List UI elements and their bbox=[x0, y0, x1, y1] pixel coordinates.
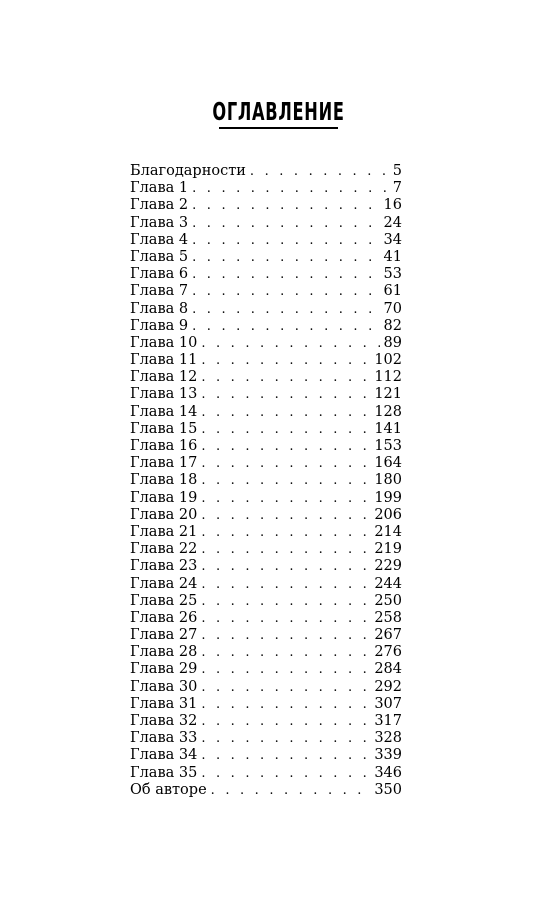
toc-entry bbox=[130, 558, 402, 575]
toc-entry-page-number: 267 bbox=[374, 627, 402, 644]
toc-entry-page-number: 199 bbox=[374, 489, 402, 506]
toc-entry bbox=[130, 421, 402, 438]
toc-entry-label: Благодарности bbox=[130, 163, 246, 179]
dot-leader bbox=[201, 472, 370, 489]
table-of-contents bbox=[130, 163, 402, 799]
toc-entry bbox=[130, 661, 402, 678]
dot-leader bbox=[201, 455, 370, 472]
dot-leader bbox=[201, 730, 370, 747]
toc-entry-page-number: 121 bbox=[374, 386, 402, 403]
toc-entry bbox=[130, 352, 402, 369]
title-underline bbox=[219, 127, 338, 129]
toc-entry-label: Глава 13 bbox=[130, 386, 198, 403]
toc-entry-label: Глава 9 bbox=[130, 317, 189, 334]
toc-entry-label: Глава 7 bbox=[130, 283, 189, 300]
toc-entry-label: Глава 33 bbox=[130, 730, 198, 747]
toc-entry-label: Глава 24 bbox=[130, 575, 198, 592]
toc-entry-page-number: 164 bbox=[374, 455, 402, 472]
toc-entry-label: Глава 6 bbox=[130, 266, 189, 283]
toc-entry-page-number: 53 bbox=[383, 266, 402, 283]
toc-entry-label: Глава 29 bbox=[130, 661, 198, 678]
toc-entry-page-number: 292 bbox=[374, 678, 402, 695]
toc-entry bbox=[130, 215, 402, 232]
dot-leader bbox=[192, 301, 379, 318]
toc-entry-page-number: 339 bbox=[374, 747, 402, 764]
dot-leader bbox=[192, 180, 389, 197]
dot-leader bbox=[201, 576, 370, 593]
toc-entry-label: Об авторе bbox=[130, 781, 207, 798]
toc-entry-label: Глава 32 bbox=[130, 713, 198, 729]
toc-entry-page-number: 250 bbox=[374, 592, 402, 609]
toc-entry-label: Глава 20 bbox=[130, 506, 198, 523]
toc-entry bbox=[130, 472, 402, 489]
dot-leader bbox=[201, 747, 370, 764]
dot-leader bbox=[201, 679, 370, 696]
toc-entry bbox=[130, 610, 402, 627]
toc-entry-label: Глава 35 bbox=[130, 764, 198, 781]
dot-leader bbox=[201, 541, 370, 558]
toc-entry-page-number: 244 bbox=[374, 575, 402, 592]
toc-entry bbox=[130, 679, 402, 696]
toc-entry-label: Глава 3 bbox=[130, 214, 189, 231]
toc-entry bbox=[130, 524, 402, 541]
toc-entry-page-number: 61 bbox=[383, 283, 402, 300]
toc-entry-page-number: 350 bbox=[374, 781, 402, 798]
toc-entry bbox=[130, 163, 402, 180]
toc-entry-label: Глава 25 bbox=[130, 592, 198, 609]
toc-entry-page-number: 214 bbox=[374, 523, 402, 540]
toc-entry-label: Глава 2 bbox=[130, 197, 189, 214]
dot-leader bbox=[201, 627, 370, 644]
toc-entry bbox=[130, 455, 402, 472]
toc-entry-page-number: 24 bbox=[383, 214, 402, 231]
toc-entry bbox=[130, 627, 402, 644]
toc-entry-label: Глава 27 bbox=[130, 627, 198, 644]
toc-entry-label: Глава 23 bbox=[130, 558, 198, 575]
toc-entry-page-number: 219 bbox=[374, 541, 402, 558]
toc-entry-page-number: 102 bbox=[374, 352, 402, 369]
toc-entry-page-number: 229 bbox=[374, 558, 402, 575]
toc-entry-label: Глава 11 bbox=[130, 352, 198, 369]
toc-entry-page-number: 180 bbox=[374, 472, 402, 489]
toc-entry-page-number: 276 bbox=[374, 644, 402, 661]
dot-leader bbox=[201, 507, 370, 524]
toc-entry bbox=[130, 713, 402, 730]
toc-entry-label: Глава 19 bbox=[130, 489, 198, 506]
toc-entry-page-number: 7 bbox=[392, 180, 402, 197]
dot-leader bbox=[192, 266, 379, 283]
toc-entry-page-number: 284 bbox=[374, 661, 402, 678]
toc-entry-label: Глава 26 bbox=[130, 609, 198, 626]
dot-leader bbox=[201, 352, 370, 369]
toc-entry-page-number: 128 bbox=[374, 403, 402, 420]
toc-entry bbox=[130, 318, 402, 335]
dot-leader bbox=[201, 386, 370, 403]
toc-entry-page-number: 258 bbox=[374, 609, 402, 626]
toc-entry bbox=[130, 490, 402, 507]
dot-leader bbox=[201, 421, 370, 438]
toc-entry-page-number: 317 bbox=[374, 713, 402, 729]
toc-entry-page-number: 16 bbox=[383, 197, 402, 214]
toc-entry-label: Глава 8 bbox=[130, 300, 189, 317]
toc-entry bbox=[130, 696, 402, 713]
toc-entry-label: Глава 15 bbox=[130, 420, 198, 437]
toc-entry-label: Глава 21 bbox=[130, 523, 198, 540]
toc-entry-page-number: 82 bbox=[383, 317, 402, 334]
toc-entry-page-number: 70 bbox=[383, 300, 402, 317]
toc-entry-label: Глава 18 bbox=[130, 472, 198, 489]
toc-entry-label: Глава 16 bbox=[130, 438, 198, 454]
toc-entry-page-number: 328 bbox=[374, 730, 402, 747]
toc-entry-page-number: 141 bbox=[374, 420, 402, 437]
toc-entry bbox=[130, 765, 402, 782]
toc-entry-page-number: 206 bbox=[374, 506, 402, 523]
dot-leader bbox=[201, 713, 370, 730]
dot-leader bbox=[192, 232, 379, 249]
toc-entry bbox=[130, 249, 402, 266]
dot-leader bbox=[192, 283, 379, 300]
dot-leader bbox=[201, 369, 370, 386]
dot-leader bbox=[201, 661, 370, 678]
toc-entry bbox=[130, 404, 402, 421]
toc-entry bbox=[130, 369, 402, 386]
toc-entry-label: Глава 31 bbox=[130, 695, 198, 712]
dot-leader bbox=[192, 197, 379, 214]
dot-leader bbox=[201, 610, 370, 627]
dot-leader bbox=[192, 318, 379, 335]
toc-entry-label: Глава 4 bbox=[130, 231, 189, 248]
toc-entry bbox=[130, 232, 402, 249]
toc-entry-label: Глава 22 bbox=[130, 541, 198, 558]
toc-entry-page-number: 307 bbox=[374, 695, 402, 712]
toc-entry bbox=[130, 541, 402, 558]
toc-entry bbox=[130, 593, 402, 610]
toc-entry-label: Глава 1 bbox=[130, 180, 189, 197]
dot-leader bbox=[201, 765, 370, 782]
toc-entry bbox=[130, 197, 402, 214]
toc-entry-label: Глава 34 bbox=[130, 747, 198, 764]
dot-leader bbox=[201, 696, 370, 713]
toc-entry bbox=[130, 438, 402, 455]
dot-leader bbox=[201, 335, 379, 352]
dot-leader bbox=[192, 249, 379, 266]
toc-entry bbox=[130, 747, 402, 764]
toc-entry-page-number: 153 bbox=[374, 438, 402, 454]
toc-entry-page-number: 34 bbox=[383, 231, 402, 248]
dot-leader bbox=[211, 782, 371, 799]
toc-entry-label: Глава 17 bbox=[130, 455, 198, 472]
toc-entry-page-number: 5 bbox=[392, 163, 402, 179]
toc-entry-page-number: 89 bbox=[383, 334, 402, 351]
toc-entry bbox=[130, 730, 402, 747]
toc-entry-label: Глава 14 bbox=[130, 403, 198, 420]
toc-entry bbox=[130, 301, 402, 318]
dot-leader bbox=[201, 593, 370, 610]
dot-leader bbox=[201, 404, 370, 421]
toc-entry-label: Глава 5 bbox=[130, 248, 189, 265]
toc-entry bbox=[130, 576, 402, 593]
page-title: ОГЛАВЛЕНИЕ bbox=[212, 97, 345, 126]
toc-entry-label: Глава 28 bbox=[130, 644, 198, 661]
toc-entry-page-number: 112 bbox=[374, 369, 402, 386]
toc-entry bbox=[130, 180, 402, 197]
toc-entry-label: Глава 30 bbox=[130, 678, 198, 695]
dot-leader bbox=[201, 490, 370, 507]
dot-leader bbox=[201, 644, 370, 661]
toc-entry bbox=[130, 507, 402, 524]
dot-leader bbox=[201, 558, 370, 575]
dot-leader bbox=[201, 438, 370, 455]
toc-entry-page-number: 346 bbox=[374, 764, 402, 781]
toc-entry-page-number: 41 bbox=[383, 248, 402, 265]
toc-entry-label: Глава 12 bbox=[130, 369, 198, 386]
dot-leader bbox=[250, 163, 389, 180]
toc-entry bbox=[130, 644, 402, 661]
toc-entry bbox=[130, 335, 402, 352]
toc-entry bbox=[130, 266, 402, 283]
toc-entry-label: Глава 10 bbox=[130, 334, 198, 351]
dot-leader bbox=[201, 524, 370, 541]
toc-entry bbox=[130, 782, 402, 799]
toc-entry bbox=[130, 386, 402, 403]
toc-entry bbox=[130, 283, 402, 300]
dot-leader bbox=[192, 215, 379, 232]
